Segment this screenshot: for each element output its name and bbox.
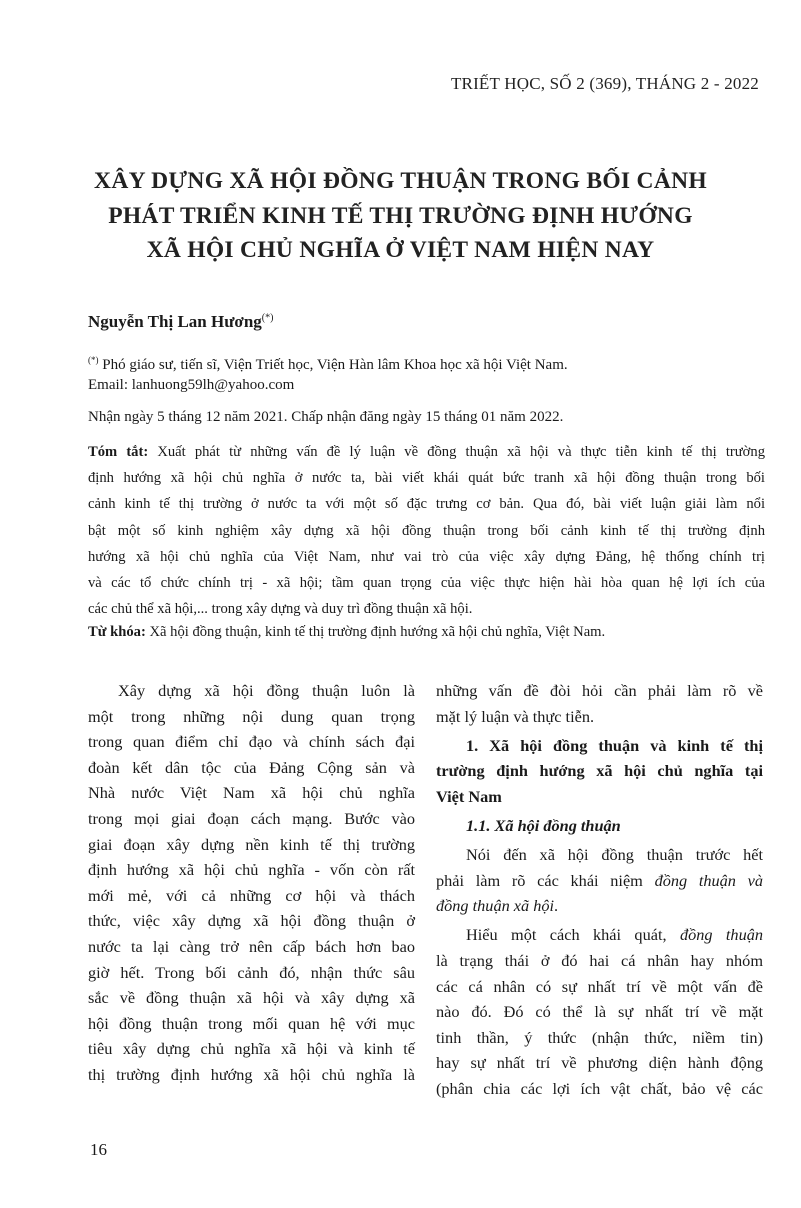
text-line	[88, 934, 415, 960]
text-line	[88, 985, 415, 1011]
abstract-line: định hướng xã hội chủ nghĩa ở nước ta, bài viết khái quát bức tranh xã hội đồng thuận trong bối	[88, 470, 765, 487]
text-line	[88, 755, 415, 781]
text-line	[436, 868, 763, 894]
text-line	[436, 1025, 763, 1051]
text-line	[436, 678, 763, 704]
text-segment: mặt lý luận và thực tiễn.	[436, 706, 595, 726]
author-footnote-marker: (*)	[261, 312, 274, 324]
text-line	[436, 704, 763, 730]
text-line	[88, 806, 415, 832]
author-name: Nguyễn Thị Lan Hương	[88, 312, 262, 331]
text-segment: giờ hết. Trong bối cảnh đó, nhận thức sâu	[88, 962, 415, 982]
text-segment: (phân chia các lợi ích vật chất, bảo vệ các	[436, 1078, 763, 1098]
text-line	[436, 813, 763, 839]
text-segment: nào đó. Đó có thể là sự nhất trí về mặt	[436, 1002, 763, 1022]
page-number: 16	[90, 1140, 107, 1159]
text-line	[88, 1011, 415, 1037]
text-line	[88, 729, 415, 755]
text-line	[88, 908, 415, 934]
text-segment: Hiểu một cách khái quát,	[466, 925, 680, 945]
author	[88, 312, 273, 332]
keywords-text: Xã hội đồng thuận, kinh tế thị trường định hướng xã hội chủ nghĩa, Việt Nam.	[145, 624, 606, 640]
received-dates: Nhận ngày 5 tháng 12 năm 2021. Chấp nhận đăng ngày 15 tháng 01 năm 2022.	[88, 409, 564, 425]
text-segment: trong mọi giai đoạn cách mạng. Bước vào	[88, 808, 415, 828]
text-segment: thị trường định hướng xã hội chủ nghĩa là	[88, 1064, 415, 1084]
text-segment: trường định hướng xã hội chủ nghĩa tại	[436, 761, 763, 781]
text-line	[436, 948, 763, 974]
text-line	[88, 857, 415, 883]
text-line	[88, 704, 415, 730]
text-line	[436, 999, 763, 1025]
abstract-line: và các tổ chức chính trị - xã hội; tầm quan trọng của việc thực hiện hài hòa quan hệ lợi ích của	[88, 575, 765, 592]
text-segment: tiêu xây dựng chủ nghĩa xã hội và kinh tế	[88, 1039, 415, 1059]
text-segment: hội đồng thuận trong mối quan hệ với mục	[88, 1013, 415, 1033]
title-line: XÃ HỘI CHỦ NGHĨA Ở VIỆT NAM HIỆN NAY	[146, 237, 655, 263]
text-line	[436, 733, 763, 759]
author-email: Email: lanhuong59lh@yahoo.com	[88, 377, 295, 393]
text-line	[436, 893, 763, 919]
title-line: XÂY DỰNG XÃ HỘI ĐỒNG THUẬN TRONG BỐI CẢNH	[94, 168, 707, 194]
text-segment: mới mẻ, với cả những cơ hội và thách	[88, 885, 415, 905]
abstract	[88, 439, 765, 622]
text-segment: các cá nhân có sự nhất trí về một vấn đề	[436, 976, 763, 996]
text-line	[436, 842, 763, 868]
affiliation-marker: (*)	[88, 355, 99, 365]
text-segment: .	[554, 896, 559, 916]
affiliation-text: Phó giáo sư, tiến sĩ, Viện Triết học, Viện Hàn lâm Khoa học xã hội Việt Nam.	[98, 357, 568, 373]
text-line	[436, 1050, 763, 1076]
text-segment: nước ta lại càng trở nên cấp bách hơn bao	[88, 936, 415, 956]
section-heading	[436, 733, 763, 810]
paragraph	[88, 678, 415, 1088]
text-segment: Nói đến xã hội đồng thuận trước hết	[466, 845, 763, 865]
paragraph	[436, 678, 763, 729]
abstract-line	[88, 439, 765, 465]
text-segment: một trong những nội dung quan trọng	[88, 706, 415, 726]
body-column-left	[88, 678, 415, 1091]
text-segment: Việt Nam	[436, 786, 502, 806]
text-segment: tinh thần, ý thức (nhận thức, niềm tin)	[436, 1027, 763, 1047]
text-segment: thức, việc xây dựng xã hội đồng thuận ở	[88, 911, 415, 931]
text-segment: 1. Xã hội đồng thuận và kinh tế thị	[466, 735, 763, 755]
emphasized-text: đồng thuận xã hội	[436, 896, 555, 916]
text-segment: giai đoạn xây dựng nền kinh tế thị trường	[88, 834, 415, 854]
text-segment: 1.1. Xã hội đồng thuận	[466, 815, 621, 835]
subsection-heading	[436, 813, 763, 839]
keywords	[88, 624, 765, 641]
text-line	[436, 974, 763, 1000]
author-affiliation	[88, 355, 568, 374]
emphasized-text: đồng thuận	[679, 925, 763, 945]
text-segment: trong quan điểm chỉ đạo và chính sách đại	[88, 732, 415, 752]
text-line	[88, 780, 415, 806]
body-column-right	[436, 678, 763, 1105]
emphasized-text: đồng thuận và	[654, 870, 764, 890]
text-line	[436, 1076, 763, 1102]
article-title	[0, 164, 801, 268]
paragraph	[436, 842, 763, 919]
text-line	[88, 883, 415, 909]
text-line	[88, 1036, 415, 1062]
abstract-line: các chủ thể xã hội,... trong xây dựng và duy trì đồng thuận xã hội.	[88, 601, 473, 618]
paragraph	[436, 922, 763, 1101]
text-segment: đoàn kết dân tộc của Đảng Cộng sản và	[88, 757, 415, 777]
text-segment: phải làm rõ các khái niệm	[436, 870, 655, 890]
text-line	[88, 1062, 415, 1088]
keywords-label: Từ khóa:	[88, 624, 146, 640]
text-segment: hay sự nhất trí về phương diện hành động	[436, 1053, 763, 1073]
text-segment: sắc về đồng thuận xã hội và xây dựng xã	[88, 988, 415, 1008]
text-line	[436, 784, 763, 810]
text-segment: những vấn đề đòi hỏi cần phải làm rõ về	[436, 681, 763, 700]
title-line: PHÁT TRIỂN KINH TẾ THỊ TRƯỜNG ĐỊNH HƯỚNG	[108, 202, 693, 229]
abstract-line: cảnh kinh tế thị trường ở nước ta với một số đặc trưng cơ bản. Qua đó, bài viết luận giải làm nổi	[88, 496, 765, 513]
text-segment: là trạng thái ở đó hai cá nhân hay nhóm	[436, 950, 763, 970]
text-line	[436, 758, 763, 784]
text-line	[88, 678, 415, 704]
abstract-text: Xuất phát từ những vấn đề lý luận về đồng thuận xã hội và thực tiễn kinh tế thị trường	[148, 444, 765, 460]
abstract-line: bật một số kinh nghiệm xây dựng xã hội đồng thuận trong bối cảnh kinh tế thị trường định	[88, 522, 765, 539]
abstract-label: Tóm tắt:	[88, 444, 149, 460]
text-line	[436, 922, 763, 948]
text-line	[88, 832, 415, 858]
text-line	[88, 960, 415, 986]
text-segment: Nhà nước Việt Nam xã hội chủ nghĩa	[88, 783, 415, 803]
text-segment: định hướng xã hội chủ nghĩa - vốn còn rất	[88, 860, 415, 880]
text-segment: Xây dựng xã hội đồng thuận luôn là	[118, 681, 415, 700]
abstract-line: hướng xã hội chủ nghĩa của Việt Nam, như vai trò của việc xây dựng Đảng, hệ thống chính trị	[88, 548, 765, 565]
running-header: TRIẾT HỌC, SỐ 2 (369), THÁNG 2 - 2022	[450, 74, 759, 93]
